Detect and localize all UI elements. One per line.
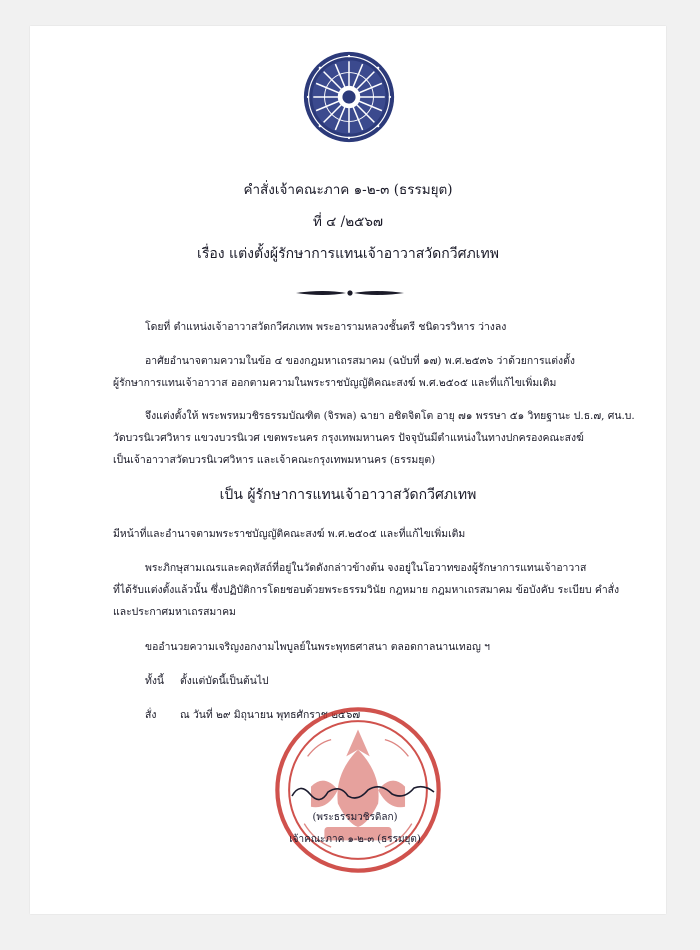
date-value: ณ วันที่ ๒๙ มิถุนายน พุทธศักราช ๒๕๖๗ — [180, 709, 361, 721]
effective-label: ทั้งนี้ — [145, 675, 165, 687]
paragraph-vacancy: โดยที่ ตำแหน่งเจ้าอาวาสวัดกวีศภเทพ พระอารามหลวงชั้นตรี ชนิดวรวิหาร ว่างลง — [145, 321, 507, 333]
paragraph-appointee-line-1: จึงแต่งตั้งให้ พระพรหมวชิรธรรมบัณฑิต (จิรพล) ฉายา อชิตจิตโต อายุ ๗๑ พรรษา ๕๑ วิทยฐานะ ป.ธ.๗, ศน.บ. — [145, 410, 635, 422]
document-page — [30, 26, 666, 914]
paragraph-authority-line-1: อาศัยอำนาจตามความในข้อ ๔ ของกฎมหาเถรสมาคม (ฉบับที่ ๑๗) พ.ศ.๒๕๓๖ ว่าด้วยการแต่งตั้ง — [145, 355, 575, 367]
handwritten-signature — [288, 778, 438, 804]
paragraph-appointee-line-3: เป็นเจ้าอาวาสวัดบวรนิเวศวิหาร และเจ้าคณะกรุงเทพมหานคร (ธรรมยุต) — [113, 454, 436, 466]
paragraph-duties: มีหน้าที่และอำนาจตามพระราชบัญญัติคณะสงฆ์ พ.ศ.๒๕๐๕ และที่แก้ไขเพิ่มเติม — [113, 528, 466, 540]
order-number: ที่ ๔ /๒๕๖๗ — [312, 214, 384, 230]
signer-name: (พระธรรมวชิรดิลก) — [312, 812, 398, 823]
ornamental-divider — [294, 288, 406, 298]
date-label: สั่ง — [145, 709, 157, 721]
paragraph-blessing: ขออำนวยความเจริญงอกงามไพบูลย์ในพระพุทธศาสนา ตลอดกาลนานเทอญ ฯ — [145, 641, 490, 653]
paragraph-obedience-line-1: พระภิกษุสามเณรและคฤหัสถ์ที่อยู่ในวัดดังกล่าวข้างต้น จงอยู่ในโอวาทของผู้รักษาการแทนเจ้าอาวาส — [145, 562, 587, 574]
dharma-wheel-emblem-icon — [302, 50, 396, 144]
effective-value: ตั้งแต่บัดนี้เป็นต้นไป — [180, 675, 269, 687]
paragraph-authority-line-2: ผู้รักษาการแทนเจ้าอาวาส ออกตามความในพระราชบัญญัติคณะสงฆ์ พ.ศ.๒๕๐๕ และที่แก้ไขเพิ่มเติม — [113, 377, 557, 389]
order-subject: เรื่อง แต่งตั้งผู้รักษาการแทนเจ้าอาวาสวัดกวีศภเทพ — [197, 246, 499, 262]
order-heading: คำสั่งเจ้าคณะภาค ๑-๒-๓ (ธรรมยุต) — [243, 182, 453, 198]
paragraph-appointee-line-2: วัดบวรนิเวศวิหาร แขวงบวรนิเวศ เขตพระนคร กรุงเทพมหานคร ปัจจุบันมีตำแหน่งในทางปกครองคณะสงฆ์ — [113, 432, 584, 444]
paragraph-obedience-line-2: ที่ได้รับแต่งตั้งแล้วนั้น ซึ่งปฏิบัติการโดยชอบด้วยพระธรรมวินัย กฎหมาย กฎมหาเถรสมาคม ข้อบังคับ ระเบียบ คำสั่ง — [113, 584, 620, 596]
paragraph-obedience-line-3: และประกาศมหาเถรสมาคม — [113, 606, 236, 618]
signer-title: เจ้าคณะภาค ๑-๒-๓ (ธรรมยุต) — [289, 834, 421, 845]
appointment-title: เป็น ผู้รักษาการแทนเจ้าอาวาสวัดกวีศภเทพ — [219, 487, 477, 503]
